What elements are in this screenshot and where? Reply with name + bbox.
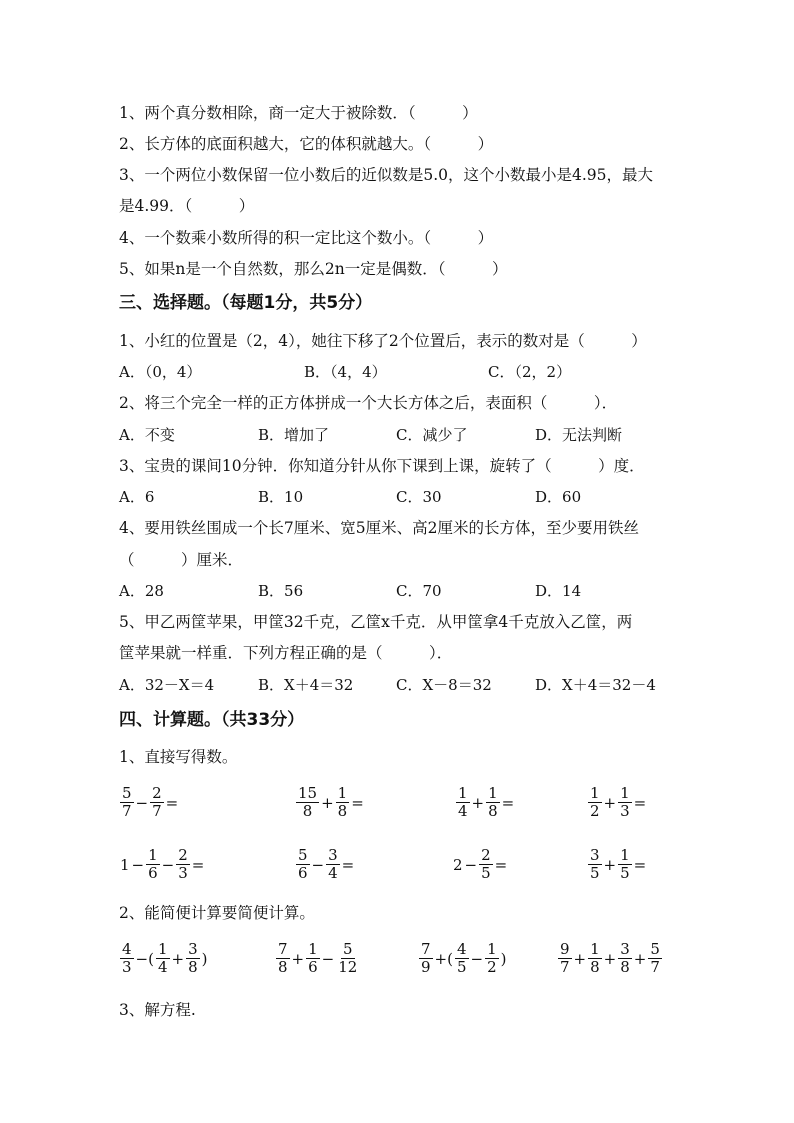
option-b: B．10 [258,488,304,506]
judge-q3-line2: 是4.99．（ ） [119,197,255,215]
fraction [618,847,632,882]
fraction [176,847,190,882]
fraction [479,847,493,882]
simplify-expr-2 [275,941,360,976]
operator: ) [201,949,208,968]
numerator: 2 [178,846,188,864]
operator: − [311,855,325,874]
operator: 1 [120,855,130,874]
fraction [120,785,134,820]
fraction [186,941,200,976]
denominator: 7 [650,958,660,976]
operator: − [161,855,175,874]
fraction [156,941,170,976]
calc-expr-r1c2 [295,785,365,820]
operator: + [573,949,587,968]
numerator: 2 [152,784,162,802]
operator: +( [434,949,453,968]
judge-q2: 2、长方体的底面积越大，它的体积就越大。（ ） [119,135,494,153]
option-a: A．32－X＝4 [119,676,215,694]
operator: − [470,949,484,968]
section3-title: 三、选择题。（每题1分，共5分） [119,293,373,313]
choice-q1: 1、小红的位置是（2，4），她往下移了2个位置后，表示的数对是（ ） [119,332,647,350]
choice-q2-options [119,425,679,445]
denominator: 5 [456,958,467,976]
judge-q3-line1: 3、一个两位小数保留一位小数后的近似数是5.0，这个小数最小是4.95，最大 [119,166,654,184]
operator: − [135,793,149,812]
numerator: 1 [590,940,600,958]
option-c: C．70 [396,582,442,600]
denominator: 4 [458,802,468,820]
choice-q3: 3、宝贵的课间10分钟．你知道分针从你下课到上课，旋转了（ ）度． [119,457,645,475]
denominator: 12 [338,958,358,976]
denominator: 7 [122,802,132,820]
numerator: 5 [343,940,353,958]
fraction [456,785,470,820]
denominator: 8 [620,958,630,976]
option-c: C．30 [396,488,442,506]
numerator: 1 [148,846,158,864]
fraction [618,941,632,976]
numerator: 1 [337,784,348,802]
option-b: B．（4，4） [304,363,387,381]
calc-sub2: 2、能简便计算要简便计算。 [119,904,315,922]
numerator: 4 [122,940,132,958]
numerator: 5 [650,940,660,958]
choice-q3-options [119,487,679,507]
option-a: A．6 [119,488,155,506]
judge-q5: 5、如果n是一个自然数，那么2n一定是偶数．（ ） [119,260,508,278]
option-d: D．X＋4＝32－4 [535,676,656,694]
simplify-expr-4 [557,941,663,976]
section4-title: 四、计算题。（共33分） [119,710,305,730]
option-b: B．增加了 [258,426,330,444]
judge-q1: 1、两个真分数相除，商一定大于被除数．（ ） [119,104,478,122]
fraction [276,941,290,976]
calc-expr-r1c3 [455,785,515,820]
calc-sub1: 1、直接写得数。 [119,748,238,766]
numerator: 9 [560,940,570,958]
option-d: D．14 [535,582,582,600]
calc-sub3: 3、解方程. [119,1001,196,1019]
operator: = [191,855,205,874]
denominator: 2 [487,958,497,976]
numerator: 3 [620,940,630,958]
fraction [588,785,602,820]
fraction [618,785,632,820]
option-a: A．（0，4） [119,363,202,381]
option-c: C．减少了 [396,426,468,444]
operator: = [501,793,515,812]
choice-q5-options [119,675,679,695]
numerator: 1 [487,940,497,958]
fraction [336,785,350,820]
fraction [588,847,602,882]
denominator: 3 [178,864,188,882]
option-d: D．无法判断 [535,426,623,444]
numerator: 2 [481,846,491,864]
numerator: 1 [458,784,468,802]
denominator: 8 [488,802,498,820]
choice-q2: 2、将三个完全一样的正方体拼成一个大长方体之后，表面积（ ）． [119,394,618,412]
denominator: 7 [560,958,570,976]
operator: − [321,949,335,968]
calc-expr-r1c1 [119,785,179,820]
denominator: 3 [620,802,630,820]
fraction [486,785,500,820]
numerator: 4 [456,940,467,958]
numerator: 3 [590,846,600,864]
numerator: 5 [122,784,132,802]
option-b: B．X＋4＝32 [258,676,354,694]
calc-expr-r2c3 [452,847,508,882]
denominator: 6 [148,864,158,882]
fraction [485,941,499,976]
fraction [588,941,602,976]
calc-expr-r2c2 [295,847,355,882]
fraction [306,941,320,976]
denominator: 5 [590,864,600,882]
fraction [455,941,469,976]
denominator: 7 [152,802,162,820]
fraction [120,941,134,976]
operator: = [351,793,364,812]
denominator: 3 [122,958,132,976]
calc-expr-r2c1 [119,847,205,882]
numerator: 3 [328,846,338,864]
numerator: 1 [590,784,600,802]
operator: = [494,855,508,874]
operator: + [603,855,617,874]
option-d: D．60 [535,488,582,506]
option-a: A．不变 [119,426,175,444]
calc-expr-r2c4 [587,847,647,882]
choice-q1-options [119,362,679,382]
choice-q5-line1: 5、甲乙两筐苹果，甲筐32千克，乙筐x千克．从甲筐拿4千克放入乙筐，两 [119,613,633,631]
option-c: C．（2，2） [488,363,572,381]
calc-expr-r1c4 [587,785,647,820]
denominator: 9 [421,958,431,976]
fraction [150,785,164,820]
fraction [146,847,160,882]
option-c: C．X－8＝32 [396,676,492,694]
numerator: 7 [278,940,288,958]
operator: − [464,855,478,874]
denominator: 8 [188,958,198,976]
operator: −( [135,949,154,968]
fraction [336,941,359,976]
choice-q4-line1: 4、要用铁丝围成一个长7厘米、宽5厘米、高2厘米的长方体，至少要用铁丝 [119,519,639,537]
denominator: 5 [620,864,630,882]
denominator: 8 [278,958,288,976]
operator: = [341,855,355,874]
operator: − [131,855,145,874]
numerator: 7 [421,940,431,958]
numerator: 1 [157,940,168,958]
operator: + [321,793,334,812]
numerator: 1 [620,846,630,864]
fraction [326,847,340,882]
judge-q4: 4、一个数乘小数所得的积一定比这个数小。（ ） [119,229,494,247]
simplify-expr-1 [119,941,209,976]
numerator: 1 [488,784,498,802]
fraction [419,941,433,976]
denominator: 4 [157,958,168,976]
operator: + [633,949,647,968]
denominator: 6 [298,864,308,882]
operator: + [603,793,617,812]
simplify-expr-3 [418,941,508,976]
numerator: 1 [308,940,318,958]
operator: = [633,855,647,874]
operator: = [165,793,179,812]
numerator: 3 [188,940,198,958]
operator: = [633,793,647,812]
choice-q5-line2: 筐苹果就一样重．下列方程正确的是（ ）． [119,644,453,662]
numerator: 15 [298,784,318,802]
operator: + [171,949,185,968]
choice-q4-line2: （ ）厘米． [119,551,244,569]
choice-q4-options [119,581,679,601]
operator: + [471,793,485,812]
operator: ) [500,949,507,968]
denominator: 2 [590,802,600,820]
denominator: 8 [590,958,600,976]
fraction [296,847,310,882]
operator: 2 [453,855,463,874]
fraction [296,785,319,820]
denominator: 8 [302,802,313,820]
operator: + [603,949,617,968]
denominator: 6 [308,958,318,976]
fraction [648,941,662,976]
option-a: A．28 [119,582,164,600]
denominator: 4 [328,864,338,882]
operator: + [291,949,305,968]
option-b: B．56 [258,582,304,600]
fraction [558,941,572,976]
denominator: 5 [481,864,491,882]
numerator: 1 [620,784,630,802]
denominator: 8 [337,802,348,820]
numerator: 5 [298,846,308,864]
